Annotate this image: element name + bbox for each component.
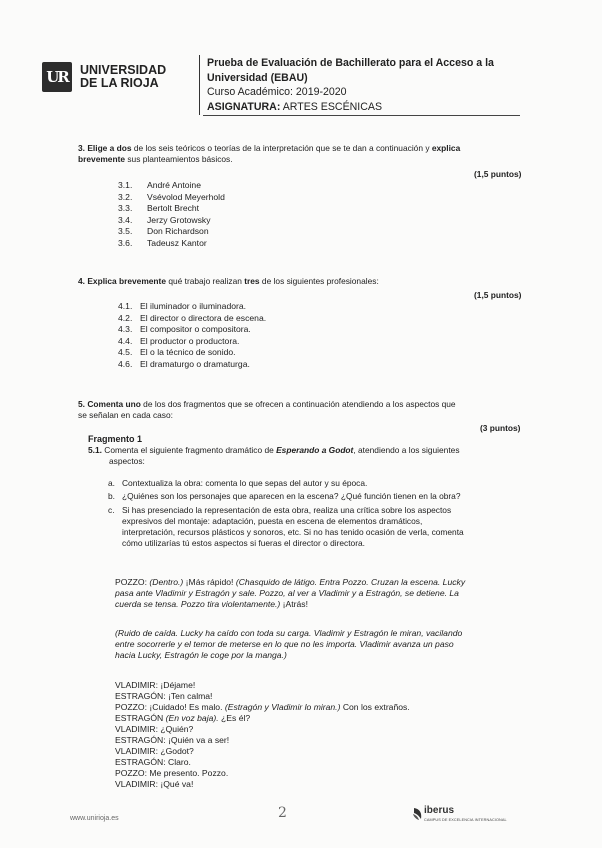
item-number: 3.6. bbox=[118, 237, 133, 248]
q3-text: de los seis teóricos o teorías de la interpretación que se te dan a continuación y bbox=[131, 143, 432, 153]
speaker: ESTRAGÓN: bbox=[115, 757, 166, 767]
header-divider bbox=[199, 55, 200, 115]
dialogue: ¡Cuidado! Es malo. bbox=[147, 702, 225, 712]
q5-number: 5. bbox=[78, 399, 85, 409]
speaker: VLADIMIR: bbox=[115, 779, 158, 789]
dialogue-line bbox=[115, 757, 535, 768]
logo-mark: UR bbox=[46, 68, 68, 86]
q4-points: (1,5 puntos) bbox=[474, 290, 522, 300]
item-number: 3.2. bbox=[118, 191, 133, 202]
page-number: 2 bbox=[278, 805, 287, 821]
aspect-text: ¿Quiénes son los personajes que aparecen en la escena? ¿Qué función tienen en la obra? bbox=[122, 491, 461, 502]
subject-line bbox=[207, 100, 494, 115]
item-label: El compositor o compositora. bbox=[140, 324, 251, 335]
item-number: 3.4. bbox=[118, 214, 133, 225]
q5-text-2: se señalan en cada caso: bbox=[78, 410, 173, 421]
dialogue: ¡Qué va! bbox=[157, 779, 194, 789]
list-item bbox=[118, 203, 225, 215]
university-name-line1: UNIVERSIDAD bbox=[80, 63, 167, 77]
stage-direction-line: hacia Lucky, Estragón le coge por la manga.) bbox=[115, 650, 287, 660]
question-3-prompt bbox=[78, 143, 538, 166]
speaker: POZZO: bbox=[115, 577, 150, 587]
exam-header bbox=[207, 56, 494, 114]
dialogue: ¿Es él? bbox=[218, 713, 251, 723]
list-item bbox=[118, 347, 266, 359]
q4-lead: Explica brevemente bbox=[87, 276, 166, 286]
list-item bbox=[118, 301, 266, 313]
footer-url[interactable]: www.unirioja.es bbox=[70, 815, 119, 822]
exam-title-line1: Prueba de Evaluación de Bachillerato para el Acceso a la bbox=[207, 57, 494, 69]
item-number: 4.1. bbox=[118, 301, 133, 311]
q4-text-2: de los siguientes profesionales: bbox=[259, 276, 379, 286]
aspect-text-line: interpretación, recursos plásticos y sonoros, etc. Si no has tenido ocasión de verla, comenta bbox=[122, 527, 464, 538]
dialogue: ¡Ten calma! bbox=[165, 691, 213, 701]
dialogue: Me presento. Pozzo. bbox=[147, 768, 229, 778]
item-label: El productor o productora. bbox=[140, 335, 240, 346]
sub-number: 5.1. bbox=[88, 445, 102, 455]
dialogue-line bbox=[115, 746, 535, 757]
item-label: Jerzy Grotowsky bbox=[147, 214, 211, 225]
q4-list bbox=[118, 301, 266, 371]
sub-text-3: aspectos: bbox=[109, 456, 145, 467]
partner-subtitle: CAMPUS DE EXCELENCIA INTERNACIONAL bbox=[424, 818, 507, 822]
aspect-letter: b. bbox=[108, 491, 115, 502]
subject-name: ARTES ESCÉNICAS bbox=[282, 100, 383, 113]
speaker: VLADIMIR: bbox=[115, 724, 158, 734]
item-number: 4.3. bbox=[118, 324, 133, 335]
q5-text: de los dos fragmentos que se ofrecen a continuación atendiendo a los aspectos que bbox=[140, 399, 456, 409]
sub-text-2: , atendiendo a los siguientes bbox=[353, 445, 460, 455]
dialogue: ¡Quién va a ser! bbox=[165, 735, 230, 745]
q3-bold: explica bbox=[431, 143, 461, 153]
subject-label: ASIGNATURA: bbox=[207, 100, 281, 113]
aspect-text: Contextualiza la obra: comenta lo que sepas del autor y su época. bbox=[122, 478, 368, 488]
stage-direction: cuerda se tensa. Pozzo tira violentamente.) bbox=[115, 599, 281, 609]
dialogue-line bbox=[115, 768, 535, 779]
sub-text: Comenta el siguiente fragmento dramático de bbox=[101, 445, 277, 455]
university-name bbox=[80, 64, 166, 90]
speaker: ESTRAGÓN: bbox=[115, 691, 166, 701]
item-number: 3.1. bbox=[118, 180, 133, 190]
stage-direction: (Chasquido de látigo. Entra Pozzo. Cruzan la escena. Lucky bbox=[235, 577, 466, 587]
list-item bbox=[118, 226, 225, 238]
dialogue-line bbox=[115, 779, 535, 790]
q5-lead: Comenta uno bbox=[87, 399, 141, 409]
course-year: Curso Académico: 2019-2020 bbox=[207, 86, 347, 99]
header-underline bbox=[203, 115, 520, 116]
q5-points: (3 puntos) bbox=[480, 423, 521, 433]
partner-name: iberus bbox=[424, 805, 455, 816]
dialogue-line bbox=[115, 680, 535, 691]
q4-bold: tres bbox=[244, 276, 260, 286]
dialogue-line bbox=[115, 691, 535, 702]
speaker: POZZO: bbox=[115, 702, 147, 712]
item-label: Bertolt Brecht bbox=[147, 203, 200, 214]
list-item bbox=[118, 359, 266, 371]
university-name-line2: DE LA RIOJA bbox=[80, 76, 159, 90]
fragment-paragraph-1 bbox=[115, 577, 535, 610]
aspect-text-line: expresivos del montaje: adaptación, puesta en escena de elementos dramáticos, bbox=[122, 515, 423, 526]
speaker: VLADIMIR: bbox=[115, 746, 158, 756]
dialogue-line bbox=[115, 713, 535, 724]
speaker: ESTRAGÓN: bbox=[115, 735, 166, 745]
stage-direction-line: (Ruido de caída. Lucky ha caído con toda su carga. Vladimir y Estragón le miran, vacilando bbox=[115, 628, 463, 638]
list-item bbox=[118, 336, 266, 348]
fragment-title: Fragmento 1 bbox=[88, 434, 143, 444]
dialogue-line bbox=[115, 724, 535, 735]
dialogue: ¡Déjame! bbox=[157, 680, 196, 690]
item-label: El dramaturgo o dramaturga. bbox=[140, 358, 250, 369]
q4-text: qué trabajo realizan bbox=[166, 276, 245, 286]
stage-direction: (Estragón y Vladimir lo miran.) bbox=[224, 702, 341, 712]
aspect-letter: a. bbox=[108, 478, 115, 488]
aspect-item bbox=[108, 478, 533, 489]
q4-number: 4. bbox=[78, 276, 85, 286]
q3-lead: Elige a dos bbox=[87, 143, 132, 153]
stage-direction-line: entre socorrerle y el temor de meterse en lo que no les importa. Vladimir avanza un paso bbox=[115, 639, 454, 649]
item-label: André Antoine bbox=[147, 180, 201, 190]
q5-subquestion bbox=[88, 445, 538, 468]
aspect-item bbox=[108, 491, 533, 502]
item-number: 4.6. bbox=[118, 358, 133, 369]
list-item bbox=[118, 180, 225, 192]
list-item bbox=[118, 313, 266, 325]
item-number: 4.5. bbox=[118, 347, 133, 358]
item-label: El iluminador o iluminadora. bbox=[140, 301, 247, 311]
list-item bbox=[118, 215, 225, 227]
work-title: Esperando a Godot bbox=[276, 445, 354, 455]
list-item bbox=[118, 238, 225, 250]
aspect-letter: c. bbox=[108, 504, 115, 515]
dialogue-lines bbox=[115, 680, 535, 790]
aspects-list bbox=[108, 478, 533, 550]
speaker: VLADIMIR: bbox=[115, 680, 158, 690]
item-label: El o la técnico de sonido. bbox=[140, 347, 236, 358]
stage-direction: (Dentro.) bbox=[149, 577, 184, 587]
item-label: Vsévolod Meyerhold bbox=[147, 191, 225, 202]
speaker: POZZO: bbox=[115, 768, 147, 778]
aspect-text: Si has presenciado la representación de esta obra, realiza una crítica sobre los aspectos bbox=[122, 504, 452, 515]
dialogue: ¿Godot? bbox=[157, 746, 194, 756]
question-5-prompt bbox=[78, 399, 548, 422]
item-label: Don Richardson bbox=[147, 226, 209, 237]
stage-direction: (En voz baja). bbox=[163, 713, 219, 723]
stage-direction: pasa ante Vladimir y Estragón y sale. Pozzo, al ver a Vladimir y a Estragón, se detiene. La bbox=[115, 588, 459, 598]
q3-bold-2: brevemente bbox=[78, 154, 126, 165]
item-label: Tadeusz Kantor bbox=[147, 237, 207, 248]
item-label: El director o directora de escena. bbox=[140, 312, 267, 323]
item-number: 3.3. bbox=[118, 203, 133, 214]
q3-number: 3. bbox=[78, 143, 85, 153]
list-item bbox=[118, 324, 266, 336]
fragment-stage-direction bbox=[115, 628, 535, 661]
question-4-prompt bbox=[78, 276, 538, 287]
exam-title-line2: Universidad (EBAU) bbox=[207, 71, 308, 84]
q3-points: (1,5 puntos) bbox=[474, 169, 522, 179]
dialogue: ¡Más rápido! bbox=[183, 577, 236, 587]
q3-text-2: sus planteamientos básicos. bbox=[125, 154, 233, 165]
item-number: 4.2. bbox=[118, 312, 133, 323]
speaker: ESTRAGÓN bbox=[115, 713, 164, 723]
university-logo bbox=[42, 62, 72, 92]
item-number: 4.4. bbox=[118, 335, 133, 346]
item-number: 3.5. bbox=[118, 226, 133, 237]
dialogue: ¡Atrás! bbox=[280, 599, 308, 609]
list-item bbox=[118, 192, 225, 204]
dialogue: Claro. bbox=[165, 757, 191, 767]
dialogue: ¿Quién? bbox=[157, 724, 194, 734]
dialogue: Con los extraños. bbox=[340, 702, 410, 712]
dialogue-line bbox=[115, 702, 535, 713]
aspect-item bbox=[108, 505, 533, 550]
dialogue-line bbox=[115, 735, 535, 746]
q3-list bbox=[118, 180, 225, 250]
iberus-logo-icon bbox=[412, 807, 424, 821]
aspect-text-line: cómo utilizarías tú estos aspectos si fueras el director o directora. bbox=[122, 538, 365, 549]
